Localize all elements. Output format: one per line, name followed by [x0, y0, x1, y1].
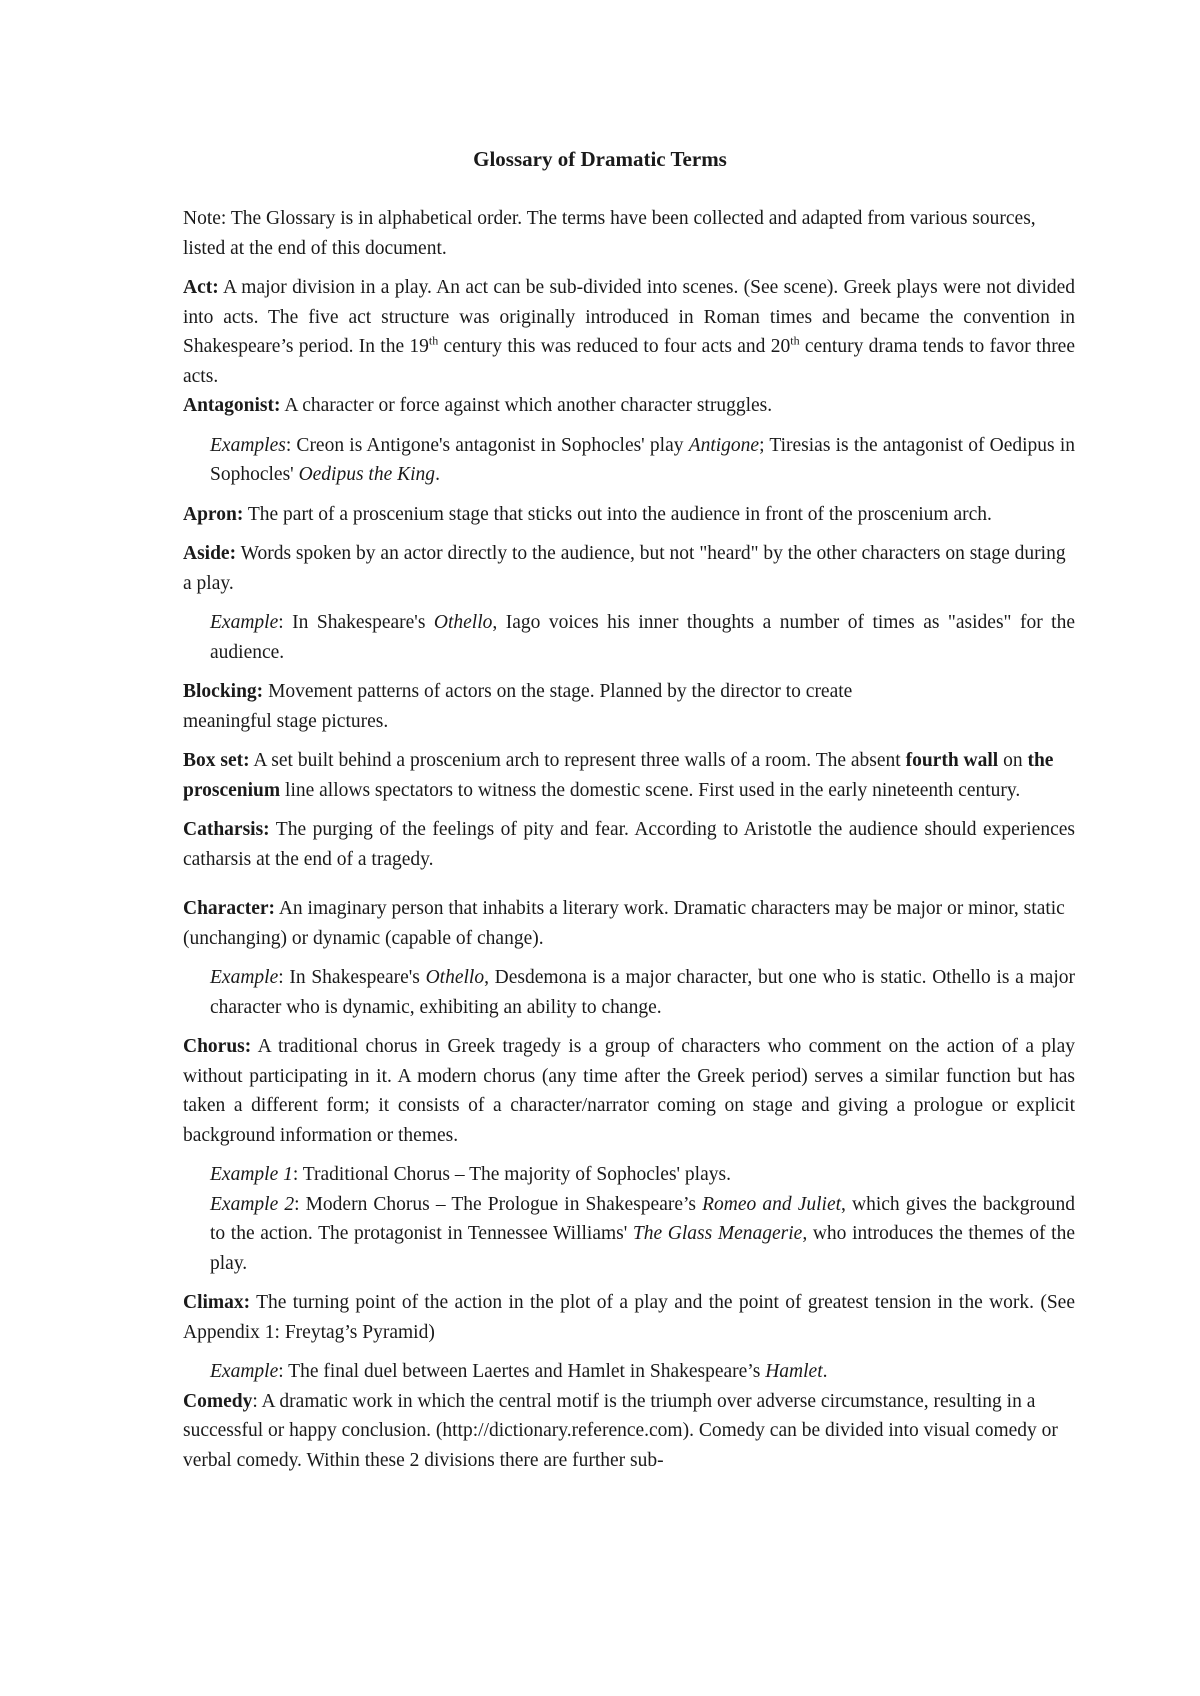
term-character: Character:: [183, 898, 276, 919]
term-box-set: Box set:: [183, 750, 250, 771]
example-climax: Example: The final duel between Laertes and Hamlet in Shakespeare’s Hamlet.: [210, 1361, 828, 1382]
entry-antagonist: Antagonist: A character or force against which another character struggles.: [183, 395, 773, 416]
glossary-body: [183, 204, 1075, 1475]
entry-aside: Aside: Words spoken by an actor directly to the audience, but not "heard" by the other characters on stage during a play.: [183, 543, 1066, 594]
entry-blocking: Blocking: Movement patterns of actors on the stage. Planned by the director to create meaningful stage pictures.: [183, 681, 853, 732]
entry-catharsis: Catharsis: The purging of the feelings of pity and fear. According to Aristotle the audience should experiences catharsis at the end of a tragedy.: [183, 819, 1075, 870]
term-blocking: Blocking:: [183, 681, 264, 702]
term-apron: Apron:: [183, 503, 244, 525]
term-antagonist: Antagonist:: [183, 395, 281, 416]
term-aside: Aside:: [183, 543, 237, 564]
example-chorus-2: Example 2: Modern Chorus – The Prologue in Shakespeare’s Romeo and Juliet, which gives the background to the action. The protagonist in Tennessee Williams' The Glass Menagerie, who introduces the themes of the play.: [210, 1193, 1075, 1274]
example-chorus-1: Example 1: Traditional Chorus – The majority of Sophocles' plays.: [210, 1164, 731, 1185]
example-aside: Example: In Shakespeare's Othello, Iago voices his inner thoughts a number of times as "asides" for the audience.: [210, 612, 1076, 663]
entry-apron: Apron: The part of a proscenium stage that sticks out into the audience in front of the proscenium arch.: [183, 503, 992, 525]
term-act: Act:: [183, 277, 219, 298]
entry-chorus: Chorus: A traditional chorus in Greek tragedy is a group of characters who comment on the action of a play without participating in it. A modern chorus (any time after the Greek period) serves a similar function but has taken a different form; it consists of a character/narrator coming on stage and giving a prologue or explicit background information or themes.: [183, 1036, 1075, 1146]
term-comedy: Comedy: [183, 1390, 253, 1412]
example-character: Example: In Shakespeare's Othello, Desdemona is a major character, but one who is static. Othello is a major character who is dynamic, exhibiting an ability to change.: [210, 967, 1075, 1018]
intro-note: Note: The Glossary is in alphabetical order. The terms have been collected and adapted from various sources, listed at the end of this document.: [183, 208, 1036, 259]
entry-comedy: Comedy: A dramatic work in which the central motif is the triumph over adverse circumstance, resulting in a successful or happy conclusion. (http://dictionary.reference.com). Comedy can be divided into visual comedy or verbal comedy. Within these 2 divisions there are further sub-: [183, 1390, 1058, 1471]
example-antagonist: Examples: Creon is Antigone's antagonist in Sophocles' play Antigone; Tiresias is the antagonist of Oedipus in Sophocles' Oedipus the King.: [210, 434, 1076, 485]
entry-climax: Climax: The turning point of the action in the plot of a play and the point of greatest tension in the work. (See Appendix 1: Freytag’s Pyramid): [183, 1292, 1075, 1343]
entry-character: Character: An imaginary person that inhabits a literary work. Dramatic characters may be major or minor, static (unchanging) or dynamic (capable of change).: [183, 898, 1065, 949]
entry-act: Act: A major division in a play. An act can be sub-divided into scenes. (See scene). Greek plays were not divided into acts. The five act structure was originally introduced in Roman times and became the convention in Shakespeare’s period. In the 19th century this was reduced to four acts and 20th century drama tends to favor three acts.: [183, 277, 1075, 387]
term-chorus: Chorus:: [183, 1036, 252, 1057]
page-title: Glossary of Dramatic Terms: [473, 147, 727, 171]
term-climax: Climax:: [183, 1292, 251, 1313]
entry-box-set: Box set: A set built behind a proscenium arch to represent three walls of a room. The absent fourth wall on the proscenium line allows spectators to witness the domestic scene. First used in the early nineteenth century.: [183, 750, 1054, 801]
term-catharsis: Catharsis:: [183, 819, 270, 840]
